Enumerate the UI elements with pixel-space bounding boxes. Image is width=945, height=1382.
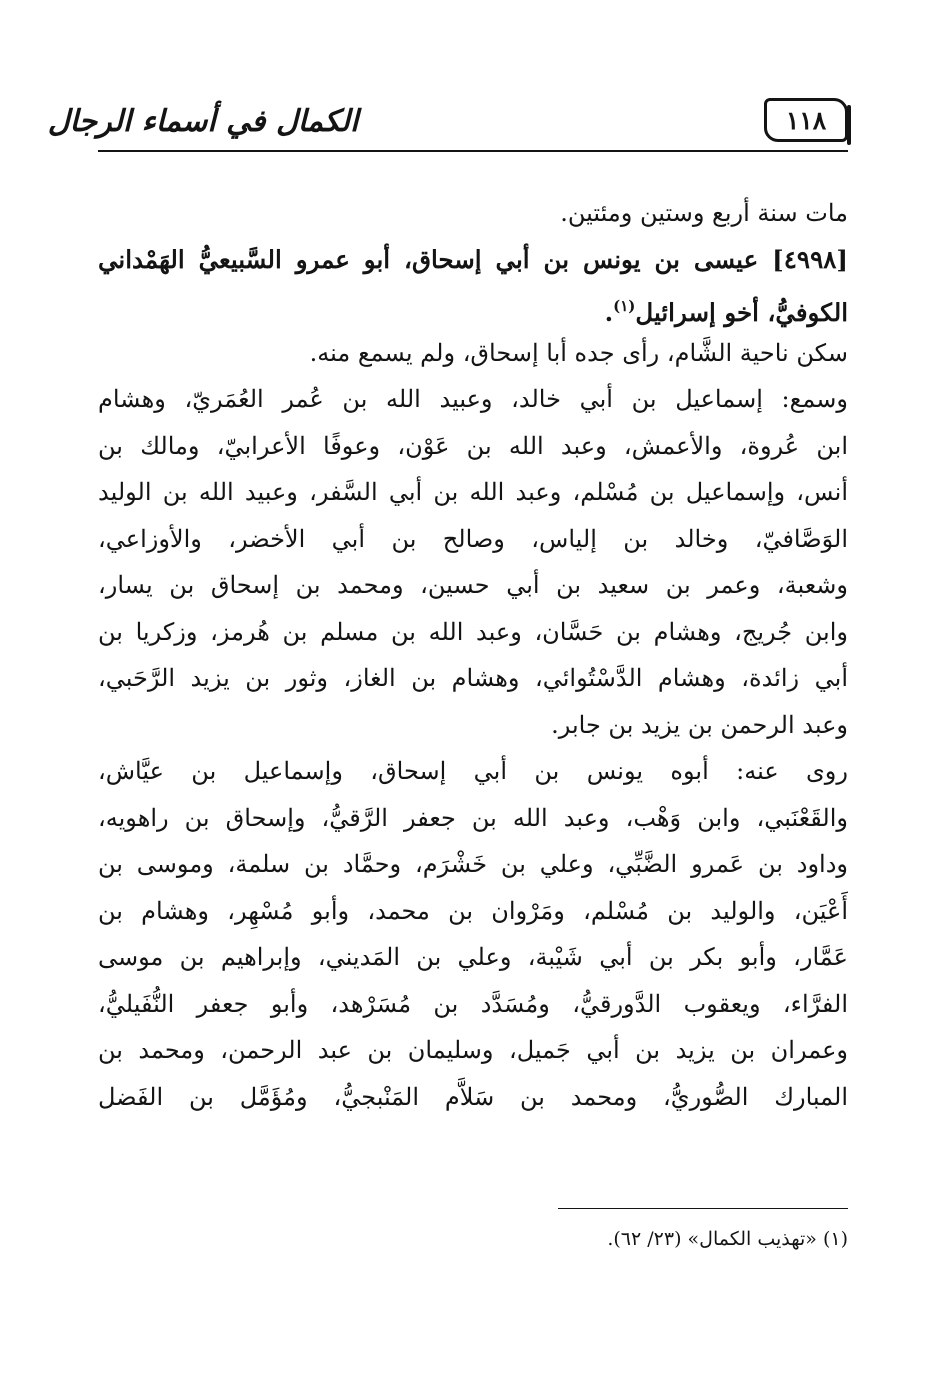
footnote-reference[interactable]: (١) bbox=[613, 297, 636, 315]
text-line: سكن ناحية الشَّام، رأى جده أبا إسحاق، ولم يسمع منه. bbox=[309, 338, 848, 367]
book-title-logo: الكمال في أسماء الرجال bbox=[47, 103, 359, 139]
footnote-divider bbox=[558, 1208, 848, 1209]
text-line: روى عنه: أبوه يونس بن أبي إسحاق، وإسماعيل بن عيَّاش، bbox=[98, 757, 848, 785]
heading-period: . bbox=[604, 298, 614, 327]
text-line: والقَعْنَبي، وابن وَهْب، وعبد الله بن جعفر الرَّقيُّ، وإسحاق بن راهويه، bbox=[98, 803, 848, 832]
text-line: أَعْيَن، والوليد بن مُسْلم، ومَرْوان بن محمد، وأبو مُسْهِر، وهشام بن bbox=[98, 896, 848, 925]
footnote: (١) «تهذيب الكمال» (٢٣/ ٦٢). bbox=[607, 1228, 848, 1250]
entry-heading-text: الكوفيُّ، أخو إسرائيل bbox=[635, 298, 848, 327]
text-line: المبارك الصُّوريُّ، ومحمد بن سَلاَّم المَنْبجيُّ، ومُؤَمَّل بن الفَضل bbox=[98, 1082, 848, 1111]
text-line: وسمع: إسماعيل بن أبي خالد، وعبيد الله بن عُمر العُمَريّ، وهشام bbox=[98, 385, 848, 413]
text-line: وداود بن عَمرو الضَّبِّي، وعلي بن خَشْرَم، وحمَّاد بن سلمة، وموسى بن bbox=[98, 850, 848, 878]
text-line: وشعبة، وعمر بن سعيد بن أبي حسين، ومحمد بن إسحاق بن يسار، bbox=[98, 571, 848, 599]
entry-heading-line bbox=[98, 283, 848, 330]
header-divider bbox=[98, 150, 848, 152]
text-line: وعبد الرحمن بن يزيد بن جابر. bbox=[551, 710, 848, 739]
entry-heading-line: [٤٩٩٨] عيسى بن يونس بن أبي إسحاق، أبو عمرو السَّبيعيُّ الهَمْداني bbox=[98, 244, 848, 274]
text-line: عَمَّار، وأبو بكر بن أبي شَيْبة، وعلي بن المَديني، وإبراهيم بن موسى bbox=[98, 943, 848, 971]
text-line: ابن عُروة، والأعمش، وعبد الله بن عَوْن، وعوفًا الأعرابيّ، ومالك بن bbox=[98, 431, 848, 460]
text-line: الفرَّاء، ويعقوب الدَّورقيُّ، ومُسَدَّد بن مُسَرْهد، وأبو جعفر النُّفَيليُّ، bbox=[98, 989, 848, 1018]
main-text bbox=[98, 190, 848, 1120]
text-line: وعمران بن يزيد بن أبي جَميل، وسليمان بن عبد الرحمن، ومحمد بن bbox=[98, 1036, 848, 1064]
text-line: أبي زائدة، وهشام الدَّسْتُوائي، وهشام بن الغاز، وثور بن يزيد الرَّحَبي، bbox=[98, 664, 848, 692]
text-line: الوَصَّافيّ، وخالد بن إلياس، وصالح بن أبي الأخضر، والأوزاعي، bbox=[98, 524, 848, 553]
text-line: وابن جُريج، وهشام بن حَسَّان، وعبد الله بن مسلم بن هُرمز، وزكريا بن bbox=[98, 617, 848, 646]
page-number: ١١٨ bbox=[764, 98, 848, 142]
text-line: مات سنة أربع وستين ومئتين. bbox=[560, 199, 848, 227]
page-header bbox=[47, 92, 848, 156]
text-line: أنس، وإسماعيل بن مُسْلم، وعبد الله بن أبي السَّفر، وعبيد الله بن الوليد bbox=[98, 478, 848, 506]
